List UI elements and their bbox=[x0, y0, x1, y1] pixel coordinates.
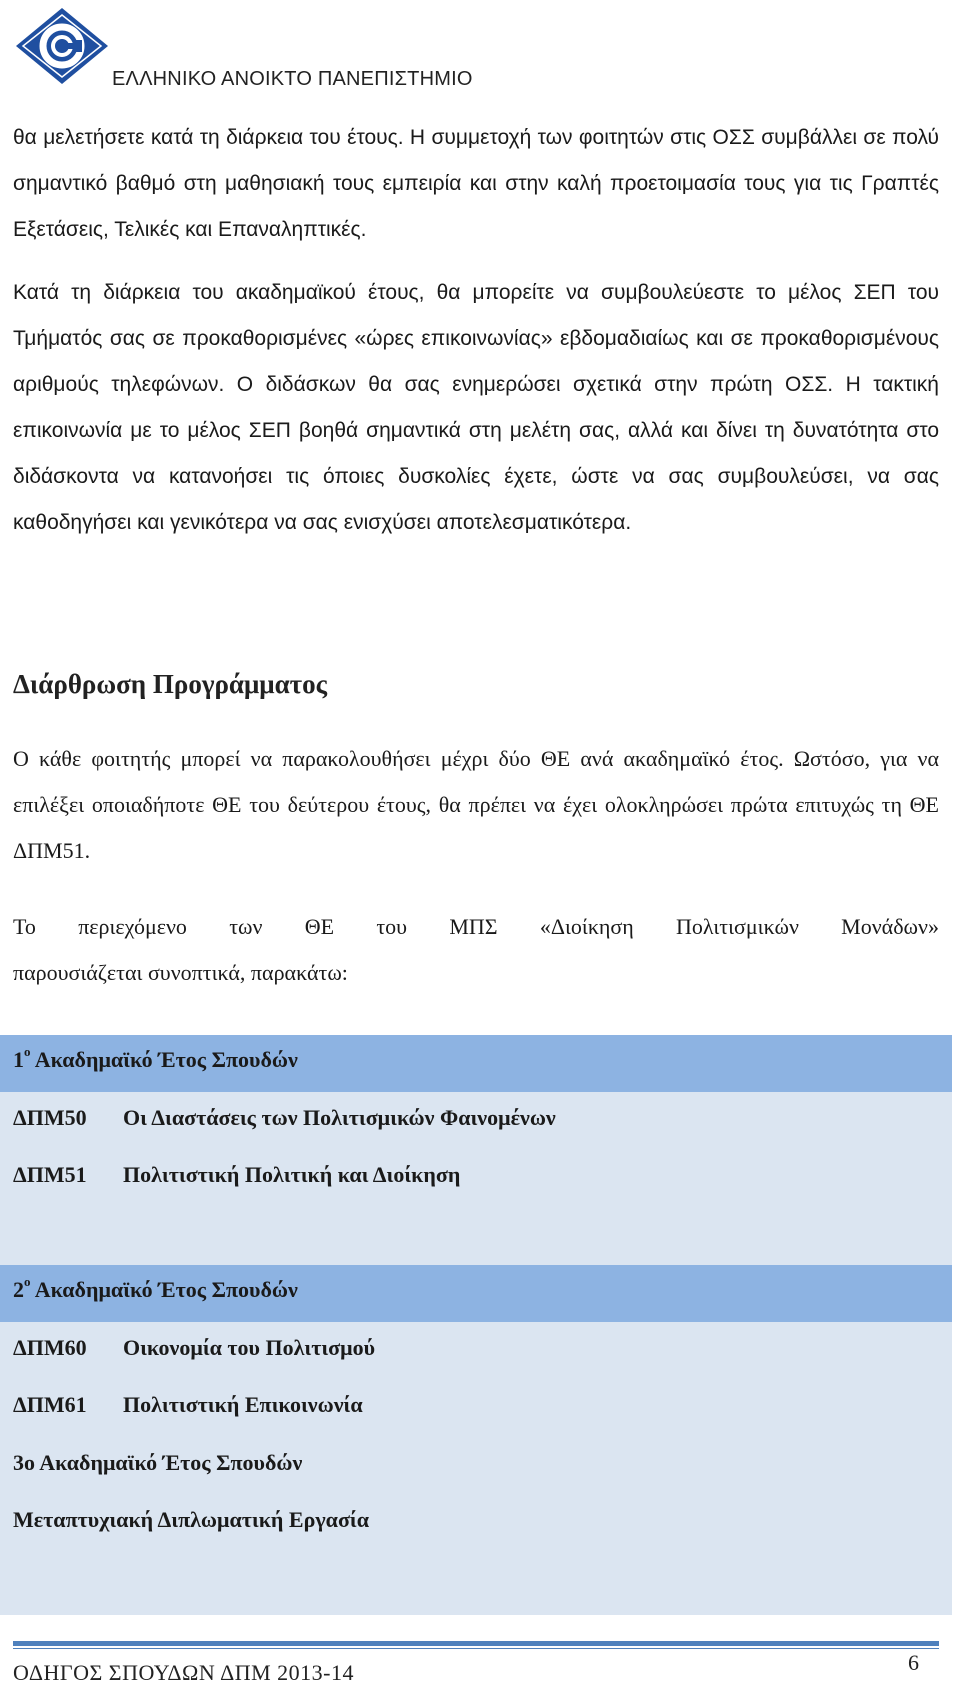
university-name: ΕΛΛΗΝΙΚΟ ΑΝΟΙΚΤΟ ΠΑΝΕΠΙΣΤΗΜΙΟ bbox=[112, 68, 473, 90]
course-title: Πολιτιστική Πολιτική και Διοίκηση bbox=[123, 1162, 461, 1187]
course-code: ΔΠΜ50 bbox=[13, 1105, 87, 1130]
university-logo bbox=[14, 6, 110, 86]
course-code: ΔΠΜ61 bbox=[13, 1392, 87, 1417]
course-row-dpm51 bbox=[13, 1162, 460, 1188]
logo-diamond-icon bbox=[16, 8, 108, 84]
footer-rule bbox=[13, 1641, 939, 1646]
paragraph-content-intro-line1: Το περιεχόμενο των ΘΕ του ΜΠΣ «Διοίκηση Πολιτισμικών Μονάδων» bbox=[13, 914, 939, 939]
footer-rule-thin bbox=[13, 1648, 939, 1649]
section-heading: Διάρθρωση Προγράμματος bbox=[13, 669, 327, 699]
course-title: Οικονομία του Πολιτισμού bbox=[123, 1335, 376, 1360]
course-code: ΔΠΜ51 bbox=[13, 1162, 87, 1187]
paragraph-communication: Κατά τη διάρκεια του ακαδημαϊκού έτους, θα μπορείτε να συμβουλεύεστε το μέλος ΣΕΠ του Τμήματός σας σε προκαθορισμένες «ώρες επικοινωνίας» εβδομαδιαίως και σε προκαθορισμένους αριθμούς τηλεφώνων. Ο διδάσκων θα σας ενημερώσει σχετικά στην πρώτη ΟΣΣ. Η τακτική επικοινωνία με το μέλος ΣΕΠ βοηθά σημαντικά στη μελέτη σας, αλλά και δίνει τη δυνατότητα στο διδάσκοντα να κατανοήσει τις όποιες δυσκολίες έχετε, ώστε να σας συμβουλεύσει, να σας καθοδηγήσει και γενικότερα να σας ενισχύσει αποτελεσματικότερα. bbox=[13, 281, 939, 534]
page-number: 6 bbox=[908, 1650, 919, 1675]
paragraph-program-rules: Ο κάθε φοιτητής μπορεί να παρακολουθήσει μέχρι δύο ΘΕ ανά ακαδημαϊκό έτος. Ωστόσο, για να επιλέξει οποιαδήποτε ΘΕ του δεύτερου έτους, θα πρέπει να έχει ολοκληρώσει πρώτα επιτυχώς τη ΘΕ ΔΠΜ51. bbox=[13, 746, 939, 863]
year3-heading: 3ο Ακαδημαϊκό Έτος Σπουδών bbox=[13, 1450, 303, 1475]
course-row-dpm50 bbox=[13, 1105, 556, 1131]
footer-guide-title: ΟΔΗΓΟΣ ΣΠΟΥΔΩΝ ΔΠΜ 2013-14 bbox=[13, 1660, 355, 1685]
course-title: Πολιτιστική Επικοινωνία bbox=[123, 1392, 363, 1417]
paragraph-content-intro-line2: παρουσιάζεται συνοπτικά, παρακάτω: bbox=[13, 960, 348, 985]
paragraph-attendance: θα μελετήσετε κατά τη διάρκεια του έτους. Η συμμετοχή των φοιτητών στις ΟΣΣ συμβάλλει σε πολύ σημαντικό βαθμό στη μαθησιακή τους εμπειρία και στην καλή προετοιμασία τους για τις Γραπτές Εξετάσεις, Τελικές και Επαναληπτικές. bbox=[13, 126, 939, 241]
course-title: Οι Διαστάσεις των Πολιτισμικών Φαινομένων bbox=[123, 1105, 556, 1130]
course-row-dpm60 bbox=[13, 1335, 375, 1361]
program-table bbox=[0, 1035, 952, 1615]
year2-heading: $2^o$ Ακαδημαϊκό Έτος Σπουδών bbox=[13, 1274, 298, 1302]
year1-heading: $1^o$ Ακαδημαϊκό Έτος Σπουδών bbox=[13, 1044, 298, 1072]
course-code: ΔΠΜ60 bbox=[13, 1335, 87, 1360]
course-row-dpm61 bbox=[13, 1392, 363, 1418]
thesis-row: Μεταπτυχιακή Διπλωματική Εργασία bbox=[13, 1507, 370, 1532]
